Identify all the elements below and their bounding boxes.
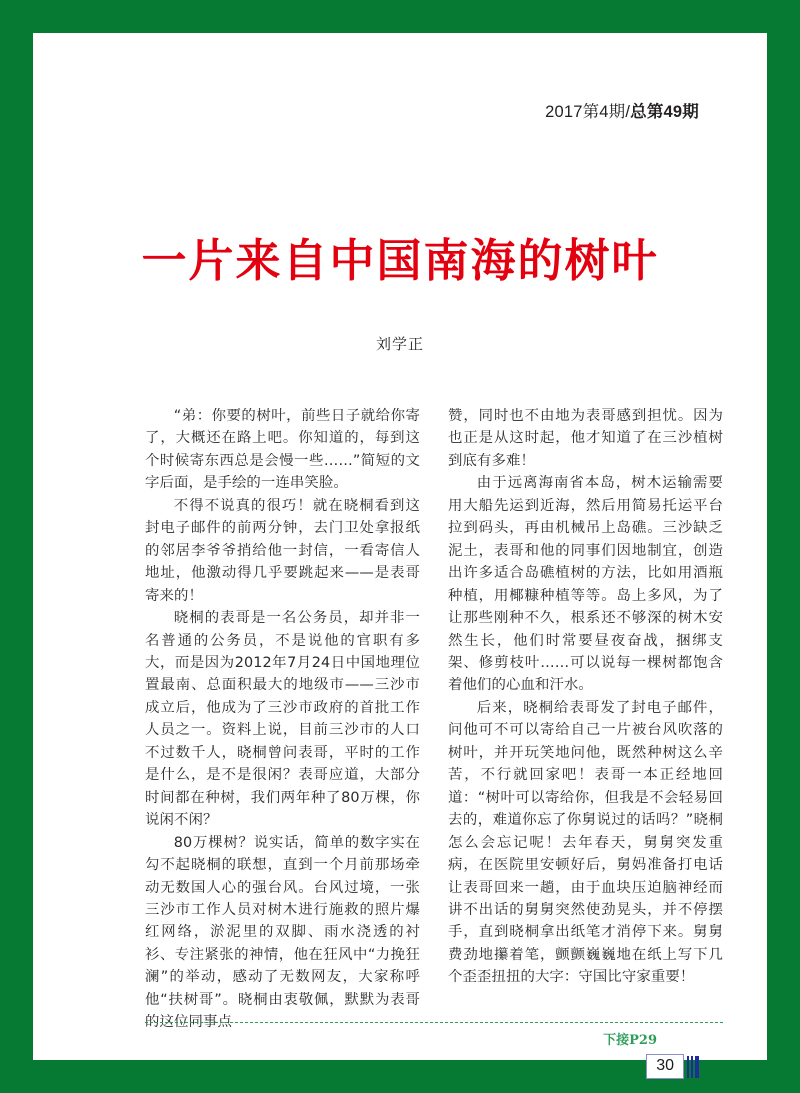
page-folio	[646, 1054, 699, 1079]
paragraph: 80万棵树？说实话，简单的数字实在勾不起晓桐的联想，直到一个月前那场牵动无数国人心的强台风。台风过境，一张三沙市工作人员对树木进行施救的照片爆红网络，淤泥里的双脚、雨水浇透的衬衫、专注紧张的神情，他在狂风中“力挽狂澜”的举动，感动了无数网友，大家称呼他“扶树哥”。晓桐由衷敬佩，默默为表哥的这位同事点	[145, 834, 420, 1031]
magazine-page-sheet	[33, 33, 767, 1074]
issue-serial-label: 总第49期	[630, 103, 699, 121]
paragraph: 不得不说真的很巧！就在晓桐看到这封电子邮件的前两分钟，去门卫处拿报纸的邻居李爷爷捎给他一封信，一看寄信人地址，他激动得几乎要跳起来——是表哥寄来的！	[145, 497, 420, 604]
page-number: 30	[646, 1054, 684, 1079]
article-title: 一片来自中国南海的树叶	[141, 234, 659, 288]
paragraph: 晓桐的表哥是一名公务员，却并非一名普通的公务员，不是说他的官职有多大，而是因为2012年7月24日中国地理位置最南、总面积最大的地级市——三沙市成立后，他成为了三沙市政府的首批工作人员之一。资料上说，目前三沙市的人口不过数千人，晓桐曾问表哥，平时的工作是什么，是不是很闲？表哥应道，大部分时间都在种树，我们两年种了80万棵，你说闲不闲？	[145, 610, 420, 829]
continued-on-label: 下接P29	[603, 1033, 657, 1048]
folio-bars-decoration	[687, 1056, 699, 1078]
paragraph: “弟：你要的树叶，前些日子就给你寄了，大概还在路上吧。你知道的，每到这个时候寄东西总是会慢一些……”简短的文字后面，是手绘的一连串笑脸。	[145, 408, 420, 492]
issue-header	[545, 98, 699, 122]
paragraph: 由于远离海南省本岛，树木运输需要用大船先运到近海，然后用简易托运平台拉到码头，再由机械吊上岛礁。三沙缺乏泥土，表哥和他的同事们因地制宜，创造出许多适合岛礁植树的方法，比如用酒瓶种植，用椰糠种植等等。岛上多风，为了让那些刚种不久，根系还不够深的树木安然生长，他们时常要昼夜奋战，捆绑支架、修剪枝叶……可以说每一棵树都饱含着他们的心血和汗水。	[448, 475, 723, 694]
paragraph: 赞，同时也不由地为表哥感到担忧。因为也正是从这时起，他才知道了在三沙植树到底有多难！	[448, 408, 723, 469]
article-author: 刘学正	[375, 336, 424, 353]
body-column-left	[145, 405, 420, 1031]
issue-date-label: 2017第4期/	[545, 103, 631, 121]
footer-divider	[145, 1022, 723, 1023]
article-body	[145, 405, 723, 1031]
body-column-right	[448, 405, 723, 1015]
paragraph: 后来，晓桐给表哥发了封电子邮件，问他可不可以寄给自己一片被台风吹落的树叶，并开玩笑地问他，既然种树这么辛苦，不行就回家吧！表哥一本正经地回道：“树叶可以寄给你，但我是不会轻易回去的，难道你忘了你舅说过的话吗？”晓桐怎么会忘记呢！去年春天，舅舅突发重病，在医院里安顿好后，舅妈准备打电话让表哥回来一趟，由于血块压迫脑神经而讲不出话的舅舅突然使劲晃头，并不停摆手，直到晓桐拿出纸笔才消停下来。舅舅费劲地攥着笔，颤颤巍巍地在纸上写下几个歪歪扭扭的大字：守国比守家重要！	[448, 699, 723, 986]
